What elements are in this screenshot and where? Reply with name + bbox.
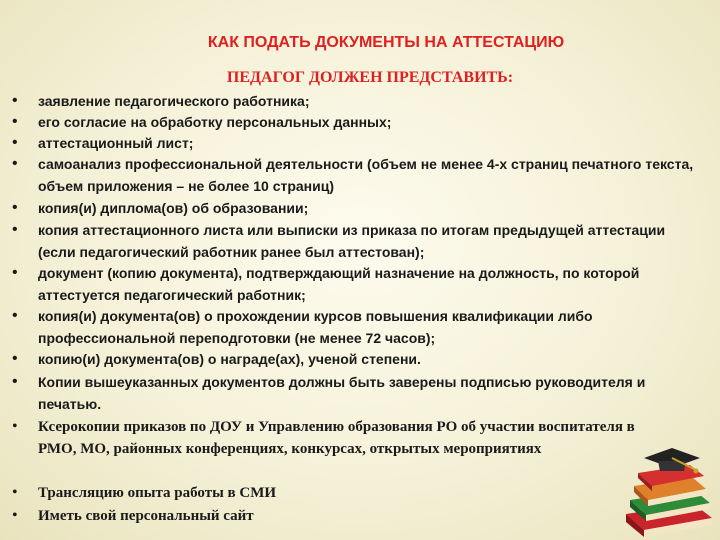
list-item: • документ (копию документа), подтверждающий назначение на должность, по которой аттестуется педагогический работник; <box>38 262 698 306</box>
list-item: • заявление педагогического работника; <box>38 90 698 112</box>
books-graduation-cap-icon <box>620 440 720 540</box>
list-item: • Трансляцию опыта работы в СМИ <box>38 482 698 504</box>
list-item: • копия(и) диплома(ов) об образовании; <box>38 197 698 219</box>
list-item: • самоанализ профессиональной деятельности (объем не менее 4-х страниц печатного текста, объем приложения – не более 10 страниц) <box>38 153 698 197</box>
slide-title: КАК ПОДАТЬ ДОКУМЕНТЫ НА АТТЕСТАЦИЮ <box>207 34 565 51</box>
list-item: • Ксерокопии приказов по ДОУ и Управлению образования РО об участии воспитателя в РМО, МО, районных конференциях, конкурсах, открытых мероприятиях <box>38 416 638 460</box>
list-item: • его согласие на обработку персональных данных; <box>38 111 698 133</box>
list-item: • копия(и) документа(ов) о прохождении курсов повышения квалификации либо профессиональной переподготовки (не менее 72 часов); <box>38 305 698 349</box>
list-item: • аттестационный лист; <box>38 132 698 154</box>
slide-subtitle: ПЕДАГОГ ДОЛЖЕН ПРЕДСТАВИТЬ: <box>226 69 514 86</box>
list-item: • Иметь свой персональный сайт <box>38 505 698 527</box>
list-item: • копию(и) документа(ов) о награде(ах), ученой степени. <box>38 348 698 370</box>
list-item: • Копии вышеуказанных документов должны быть заверены подписью руководителя и печатью. <box>38 371 698 415</box>
list-item: • копия аттестационного листа или выписки из приказа по итогам предыдущей аттестации (если педагогический работник ранее был аттестован); <box>38 219 698 263</box>
